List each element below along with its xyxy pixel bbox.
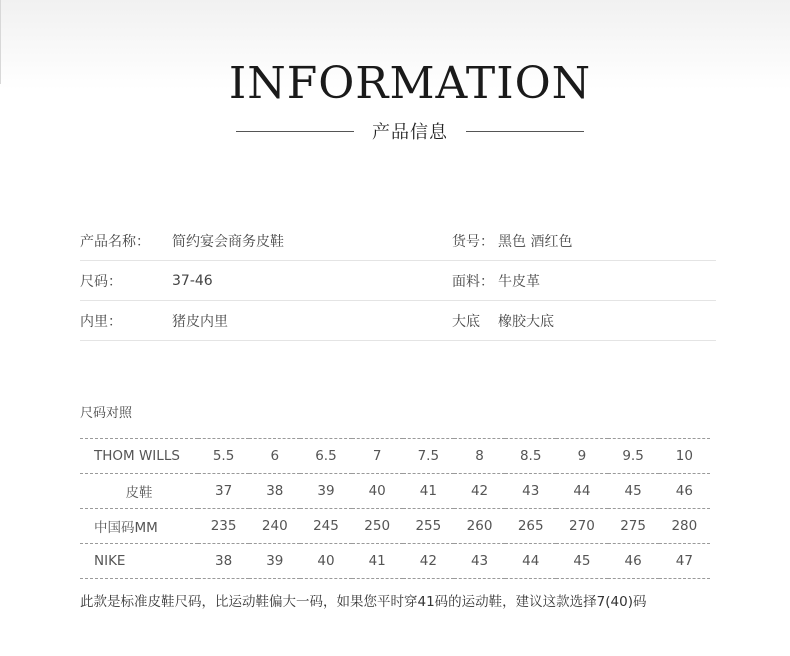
info-key: 货号：	[452, 233, 494, 250]
size-cell: 39	[249, 544, 300, 579]
size-cell: 44	[505, 544, 556, 579]
size-cell: 39	[300, 474, 351, 509]
size-cell: 45	[608, 474, 659, 509]
size-cell: 270	[556, 509, 607, 544]
size-cell: 41	[352, 544, 403, 579]
size-cell: 260	[454, 509, 505, 544]
size-cell: 240	[249, 509, 300, 544]
table-row	[80, 474, 710, 509]
size-cell: 275	[608, 509, 659, 544]
info-key: 尺码：	[80, 273, 122, 290]
size-cell: 37	[198, 474, 249, 509]
page-subtitle: 产品信息	[372, 122, 448, 143]
size-cell: 235	[198, 509, 249, 544]
table-row	[80, 509, 710, 544]
info-key: 产品名称：	[80, 233, 150, 250]
size-cell: 46	[608, 544, 659, 579]
size-cell: 6.5	[300, 439, 351, 474]
size-cell: 44	[556, 474, 607, 509]
info-row	[80, 261, 716, 301]
subtitle-row	[236, 118, 584, 144]
size-note: 此款是标准皮鞋尺码，比运动鞋偏大一码，如果您平时穿41码的运动鞋，建议这款选择7(40)码	[80, 594, 647, 610]
info-key: 面料：	[452, 273, 494, 290]
table-row	[80, 544, 710, 579]
size-cell: 47	[659, 544, 710, 579]
size-cell: 43	[454, 544, 505, 579]
size-cell: 45	[556, 544, 607, 579]
info-row	[80, 301, 716, 341]
subtitle-right-rule	[466, 131, 584, 132]
size-cell: 42	[454, 474, 505, 509]
info-key: 内里：	[80, 313, 122, 330]
subtitle-left-rule	[236, 131, 354, 132]
size-cell: 265	[505, 509, 556, 544]
row-label: NIKE	[80, 544, 198, 579]
size-cell: 245	[300, 509, 351, 544]
size-chart-table	[80, 438, 710, 579]
table-row	[80, 439, 710, 474]
size-cell: 255	[403, 509, 454, 544]
size-cell: 5.5	[198, 439, 249, 474]
size-cell: 8.5	[505, 439, 556, 474]
size-cell: 6	[249, 439, 300, 474]
row-label: 皮鞋	[80, 474, 198, 509]
page-title: INFORMATION	[228, 58, 592, 109]
size-cell: 250	[352, 509, 403, 544]
size-cell: 7.5	[403, 439, 454, 474]
size-cell: 280	[659, 509, 710, 544]
product-info-list	[80, 221, 716, 341]
size-cell: 38	[198, 544, 249, 579]
info-value: 简约宴会商务皮鞋	[172, 233, 284, 250]
row-label: THOM WILLS	[80, 439, 198, 474]
size-cell: 40	[300, 544, 351, 579]
size-cell: 9	[556, 439, 607, 474]
size-cell: 41	[403, 474, 454, 509]
size-cell: 10	[659, 439, 710, 474]
size-cell: 7	[352, 439, 403, 474]
info-value: 37-46	[172, 272, 213, 289]
info-value: 牛皮革	[498, 273, 540, 290]
size-cell: 38	[249, 474, 300, 509]
size-cell: 8	[454, 439, 505, 474]
size-cell: 9.5	[608, 439, 659, 474]
info-value: 黑色 酒红色	[498, 233, 573, 250]
info-row	[80, 221, 716, 261]
info-key: 大底	[452, 313, 480, 330]
size-cell: 46	[659, 474, 710, 509]
size-cell: 42	[403, 544, 454, 579]
info-value: 猪皮内里	[172, 313, 228, 330]
size-cell: 43	[505, 474, 556, 509]
info-value: 橡胶大底	[498, 313, 554, 330]
size-chart-heading: 尺码对照	[80, 406, 133, 421]
row-label: 中国码MM	[80, 509, 198, 544]
size-cell: 40	[352, 474, 403, 509]
